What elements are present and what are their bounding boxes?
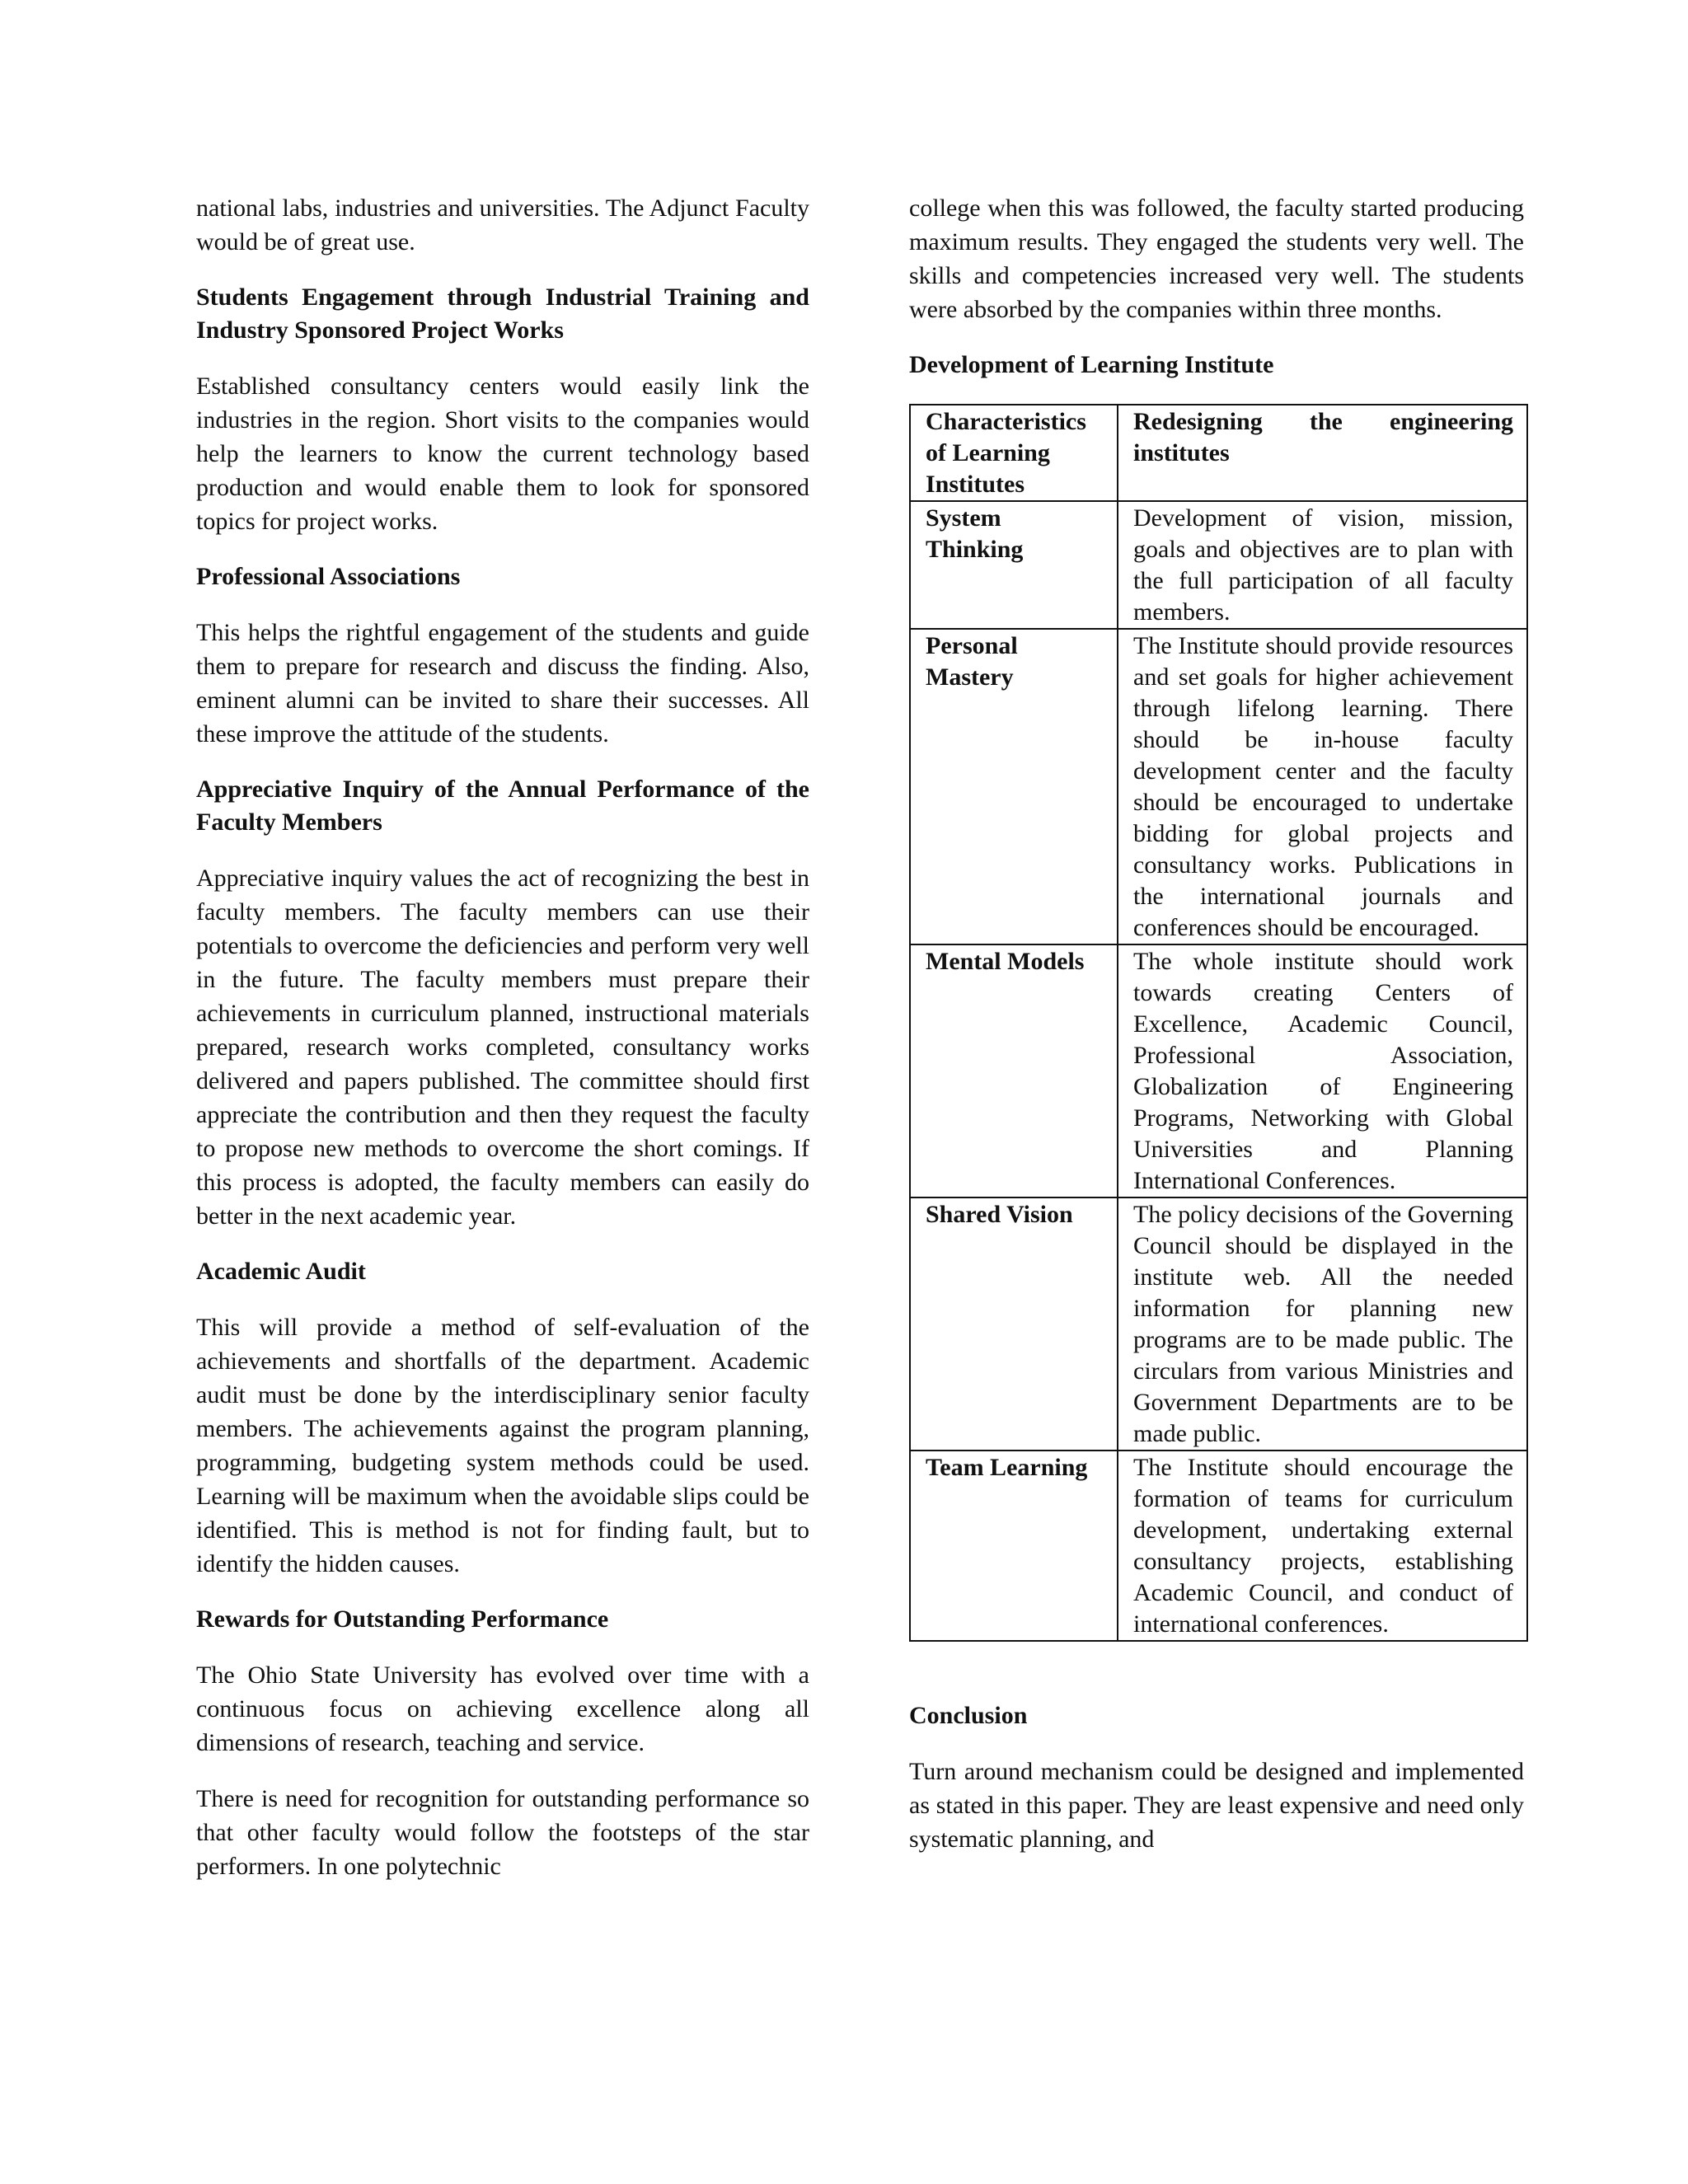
left-column [196,191,809,1905]
table-header-redesigning: Redesigning the engineering institutes [1118,405,1527,501]
paragraph-conclusion: Turn around mechanism could be designed and implemented as stated in this paper. They are least expensive and need only systematic planning, and [909,1758,1524,1853]
heading-appreciative-inquiry: Appreciative Inquiry of the Annual Performance of the Faculty Members [196,776,809,836]
table-cell-description: The whole institute should work towards creating Centers of Excellence, Academic Council, Professional Association, Globalization of Engineering Programs, Networking with Global Universities and Planning International Conferences. [1118,944,1527,1197]
table-cell-characteristic: System Thinking [910,501,1118,629]
paragraph-rewards-1: The Ohio State University has evolved over time with a continuous focus on achieving excellence along all dimensions of research, teaching and service. [196,1661,809,1756]
paragraph-continued: college when this was followed, the faculty started producing maximum results. They engaged the students very well. The skills and competencies increased very well. The students were absorbed by the companies within three months. [909,194,1524,323]
table-cell-characteristic: Team Learning [910,1451,1118,1641]
learning-institute-table [909,404,1528,1642]
paragraph-appreciative-inquiry: Appreciative inquiry values the act of recognizing the best in faculty members. The faculty members can use their potentials to overcome the deficiencies and perform very well in the future. The faculty members must prepare their achievements in curriculum planned, instructional materials prepared, research works completed, consultancy works delivered and papers published. The committee should first appreciate the contribution and then they request the faculty to propose new methods to overcome the short comings. If this process is adopted, the faculty members can easily do better in the next academic year. [196,865,809,1230]
paragraph-intro: national labs, industries and universities. The Adjunct Faculty would be of great use. [196,194,809,255]
right-column [909,191,1524,1878]
paragraph-academic-audit: This will provide a method of self-evaluation of the achievements and shortfalls of the department. Academic audit must be done by the interdisciplinary senior faculty members. The achievements against the program planning, programming, budgeting system methods could be used. Learning will be maximum when the avoidable slips could be identified. This is method is not for finding fault, but to identify the hidden causes. [196,1314,809,1577]
table-cell-description: Development of vision, mission, goals and objectives are to plan with the full participation of all faculty members. [1118,501,1527,629]
table-row [910,501,1527,629]
table-row [910,1451,1527,1641]
table-header-row [910,405,1527,501]
heading-professional-associations: Professional Associations [196,563,461,590]
table-row [910,1197,1527,1451]
table-cell-characteristic: Shared Vision [910,1197,1118,1451]
table-cell-characteristic: Mental Models [910,944,1118,1197]
heading-rewards: Rewards for Outstanding Performance [196,1605,609,1633]
paragraph-rewards-2: There is need for recognition for outstanding performance so that other faculty would follow the footsteps of the star performers. In one polytechnic [196,1785,809,1880]
heading-development-learning-institute: Development of Learning Institute [909,351,1274,378]
paragraph-students-engagement: Established consultancy centers would easily link the industries in the region. Short visits to the companies would help the learners to know the current technology based production and would enable them to look for sponsored topics for project works. [196,373,809,535]
heading-academic-audit: Academic Audit [196,1258,366,1285]
heading-students-engagement: Students Engagement through Industrial Training and Industry Sponsored Project Works [196,284,809,344]
table-cell-description: The policy decisions of the Governing Council should be displayed in the institute web. All the needed information for planning new programs are to be made public. The circulars from various Ministries and Government Departments are to be made public. [1118,1197,1527,1451]
table-cell-characteristic: Personal Mastery [910,629,1118,944]
table-cell-description: The Institute should provide resources and set goals for higher achievement through lifelong learning. There should be in-house faculty development center and the faculty should be encouraged to undertake bidding for global projects and consultancy works. Publications in the international journals and conferences should be encouraged. [1118,629,1527,944]
table-row [910,944,1527,1197]
table-header-characteristics: Characteristics of Learning Institutes [910,405,1118,501]
paragraph-professional-associations: This helps the rightful engagement of the students and guide them to prepare for research and discuss the finding. Also, eminent alumni can be invited to share their successes. All these improve the attitude of the students. [196,619,809,748]
table-row [910,629,1527,944]
heading-conclusion: Conclusion [909,1702,1028,1729]
table-cell-description: The Institute should encourage the formation of teams for curriculum development, undertaking external consultancy projects, establishing Academic Council, and conduct of international conferences. [1118,1451,1527,1641]
